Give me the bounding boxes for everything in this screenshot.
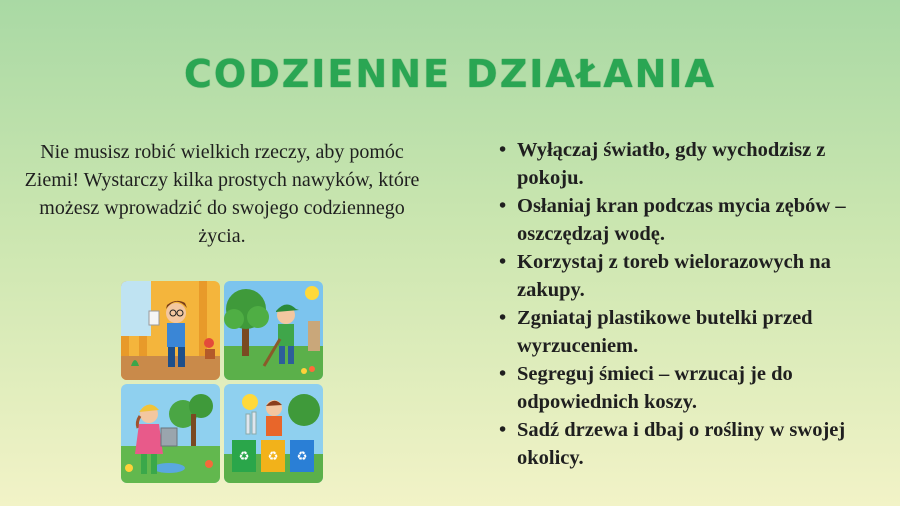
watering-plants-illustration (121, 384, 220, 483)
intro-text: Nie musisz robić wielkich rzeczy, aby pomóc Ziemi! Wystarczy kilka prostych nawyków, które możesz wprowadzić do swojego codziennego życia. (24, 141, 420, 247)
habits-list (495, 136, 880, 472)
tree-planting-illustration (224, 281, 323, 380)
svg-text:♻: ♻ (267, 449, 279, 463)
habit-item-bottles: • Zgniataj plastikowe butelki przed wyrzuceniem. (495, 304, 880, 360)
illustration-collage (121, 281, 323, 483)
habit-item-trees: • Sadź drzewa i dbaj o rośliny w swojej okolicy. (495, 416, 880, 472)
habit-item-tap: • Osłaniaj kran podczas mycia zębów – oszczędzaj wodę. (495, 192, 880, 248)
page-title: CODZIENNE DZIAŁANIA (184, 52, 716, 96)
habit-item-bags: • Korzystaj z toreb wielorazowych na zakupy. (495, 248, 880, 304)
recycling-bins-illustration (224, 384, 323, 483)
habit-item-sorting: • Segreguj śmieci – wrzucaj je do odpowiednich koszy. (495, 360, 880, 416)
svg-text:♻: ♻ (238, 449, 250, 463)
habit-item-light: • Wyłączaj światło, gdy wychodzisz z pokoju. (495, 136, 880, 192)
svg-text:♻: ♻ (296, 449, 308, 463)
light-switch-illustration (121, 281, 220, 380)
